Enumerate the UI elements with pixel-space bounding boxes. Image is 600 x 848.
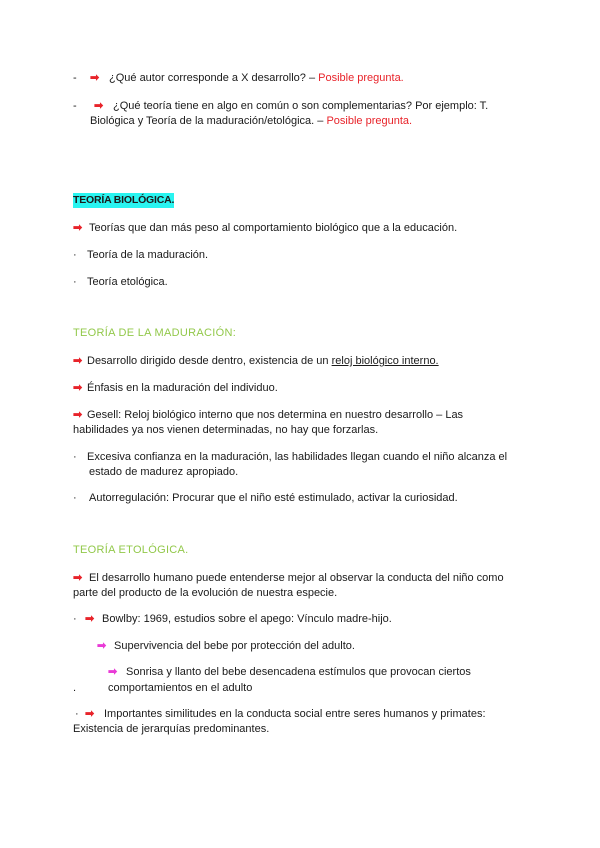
item-text: habilidades ya nos vienen determinadas, no hay que forzarlas. [73, 424, 379, 436]
item-text: Importantes similitudes en la conducta social entre seres humanos y primates: [104, 708, 486, 720]
arrow-right-icon: ➡ [73, 572, 83, 584]
underlined-term: reloj biológico interno. [331, 355, 439, 367]
item-text: Gesell: Reloj biológico interno que nos determina en nuestro desarrollo – Las [87, 409, 464, 421]
question-line [109, 71, 404, 86]
dash-marker: - [73, 100, 77, 112]
item-text: Existencia de jerarquías predominantes. [73, 723, 270, 735]
sub-item-text: Supervivencia del bebe por protección del adulto. [114, 640, 355, 652]
item-text: Énfasis en la maduración del individuo. [87, 382, 278, 394]
question-note: Posible pregunta. [326, 115, 413, 127]
arrow-right-icon: ➡ [85, 613, 95, 625]
arrow-right-icon: ➡ [73, 382, 83, 394]
question-text: ¿Qué teoría tiene en algo en común o son complementarias? Por ejemplo: T. [113, 100, 489, 112]
item-text: El desarrollo humano puede entenderse mejor al observar la conducta del niño como [89, 572, 504, 584]
bullet-text: Excesiva confianza en la maduración, las habilidades llegan cuando el niño alcanza el [87, 451, 508, 463]
bullet-text: estado de madurez apropiado. [89, 466, 239, 478]
arrow-right-icon: ➡ [73, 355, 83, 367]
item-text: parte del producto de la evolución de nuestra especie. [73, 587, 338, 599]
arrow-right-icon: ➡ [85, 708, 95, 720]
bullet-marker: · [73, 613, 77, 625]
bullet-marker: · [73, 276, 77, 288]
question-text: ¿Qué autor corresponde a X desarrollo? – [109, 72, 316, 84]
section-heading: TEORÍA ETOLÓGICA. [73, 544, 189, 556]
bullet-text: Teoría de la maduración. [87, 249, 209, 261]
arrow-right-icon: ➡ [90, 72, 100, 84]
item-text: Bowlby: 1969, estudios sobre el apego: Vínculo madre-hijo. [102, 613, 392, 625]
arrow-right-icon: ➡ [73, 222, 83, 234]
bullet-marker: · [73, 249, 77, 261]
bullet-marker: · [73, 492, 77, 504]
question-note: Posible pregunta. [318, 72, 404, 84]
arrow-right-icon: ➡ [97, 640, 107, 652]
arrow-right-icon: ➡ [108, 666, 118, 678]
arrow-right-icon: ➡ [73, 409, 83, 421]
sub-item-text: comportamientos en el adulto [108, 682, 253, 694]
bullet-marker: · [73, 451, 77, 463]
bullet-marker: · [75, 708, 79, 720]
question-text: Biológica y Teoría de la maduración/etológica. – [90, 115, 324, 127]
question-line [90, 114, 412, 129]
bullet-marker: . [73, 682, 77, 694]
section-heading: TEORÍA DE LA MADURACIÓN: [73, 327, 237, 339]
bullet-text: Autorregulación: Procurar que el niño esté estimulado, activar la curiosidad. [89, 492, 458, 504]
arrow-right-icon: ➡ [94, 100, 104, 112]
sub-item-text: Sonrisa y llanto del bebe desencadena estímulos que provocan ciertos [126, 666, 471, 678]
dash-marker: - [73, 72, 77, 84]
item-line [87, 354, 439, 369]
section-heading: TEORÍA BIOLÓGICA. [73, 194, 175, 206]
item-text: Desarrollo dirigido desde dentro, existencia de un [87, 355, 329, 367]
bullet-text: Teoría etológica. [87, 276, 168, 288]
item-text: Teorías que dan más peso al comportamiento biológico que a la educación. [89, 222, 458, 234]
